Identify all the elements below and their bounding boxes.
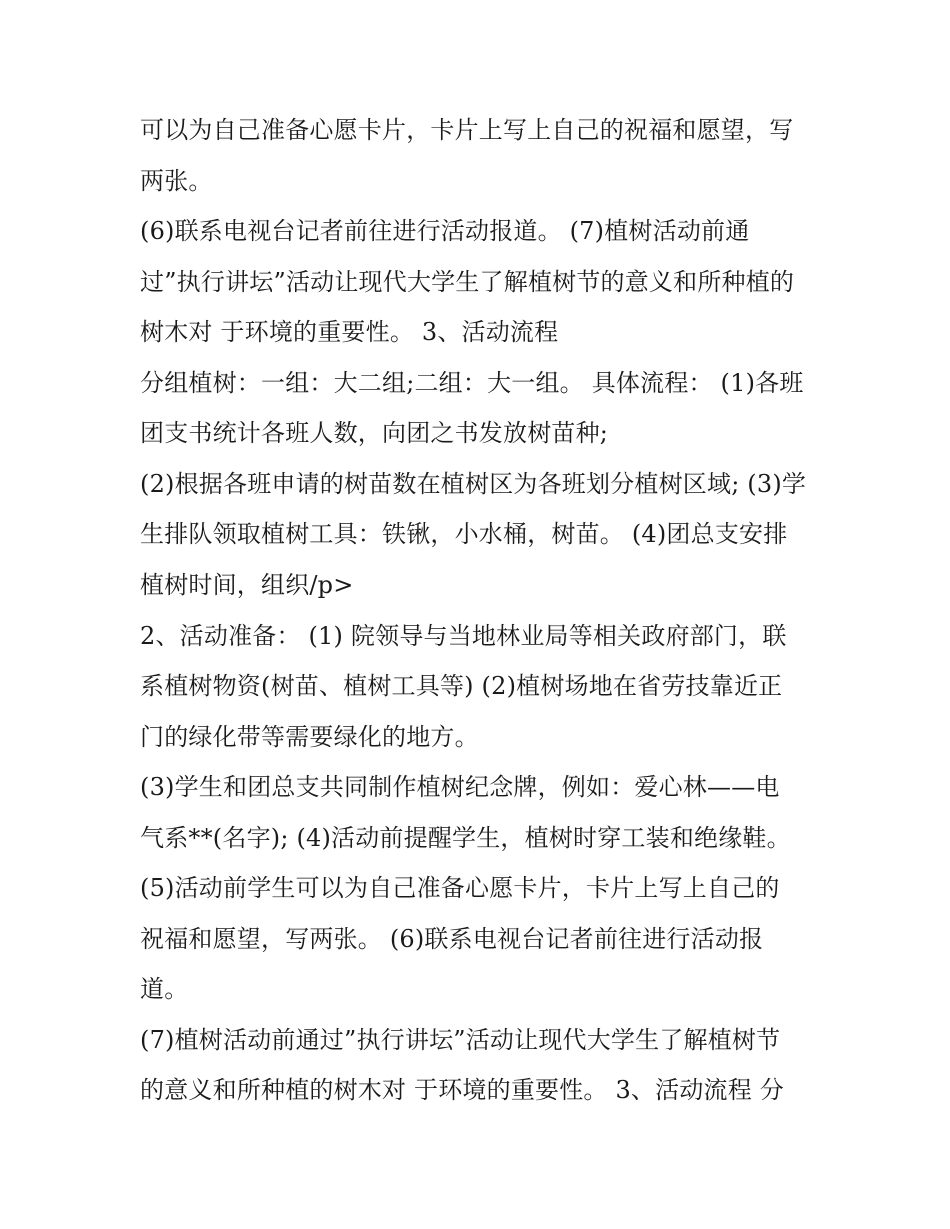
text-line: 祝福和愿望，写两张。 (6)联系电视台记者前往进行活动报 [140,925,764,953]
text-line: 的意义和所种植的树木对 于环境的重要性。 3、活动流程 分 [140,1076,784,1104]
text-line: 道。 [140,975,189,1003]
text-line: (2)根据各班申请的树苗数在植树区为各班划分植树区域; (3)学 [140,470,807,498]
text-line: 两张。 [140,167,213,195]
text-line: (3)学生和团总支共同制作植树纪念牌，例如：爱心林——电 [140,773,780,801]
text-line: (5)活动前学生可以为自己准备心愿卡片，卡片上写上自己的 [140,874,780,902]
text-line: 门的绿化带等需要绿化的地方。 [140,723,479,751]
text-line: (6)联系电视台记者前往进行活动报道。 (7)植树活动前通 [140,217,750,245]
text-line: 2、活动准备： (1) 院领导与当地林业局等相关政府部门，联 [140,622,787,650]
text-line: 分组植树：一组：大二组;二组：大一组。 具体流程： (1)各班 [140,369,804,397]
text-line: 植树时间，组织/p> [140,571,354,599]
text-line: 树木对 于环境的重要性。 3、活动流程 [140,318,559,346]
text-line: 可以为自己准备心愿卡片，卡片上写上自己的祝福和愿望，写 [140,116,794,144]
text-line: 过”执行讲坛”活动让现代大学生了解植树节的意义和所种植的 [140,268,795,296]
text-line: 气系**(名字); (4)活动前提醒学生，植树时穿工装和绝缘鞋。 [140,824,791,852]
text-line: 生排队领取植树工具：铁锹，小水桶，树苗。 (4)团总支安排 [140,520,788,548]
text-line: (7)植树活动前通过”执行讲坛”活动让现代大学生了解植树节 [140,1026,781,1054]
text-line: 团支书统计各班人数，向团之书发放树苗种; [140,419,609,447]
text-line: 系植树物资(树苗、植树工具等) (2)植树场地在省劳技靠近正 [140,672,783,700]
